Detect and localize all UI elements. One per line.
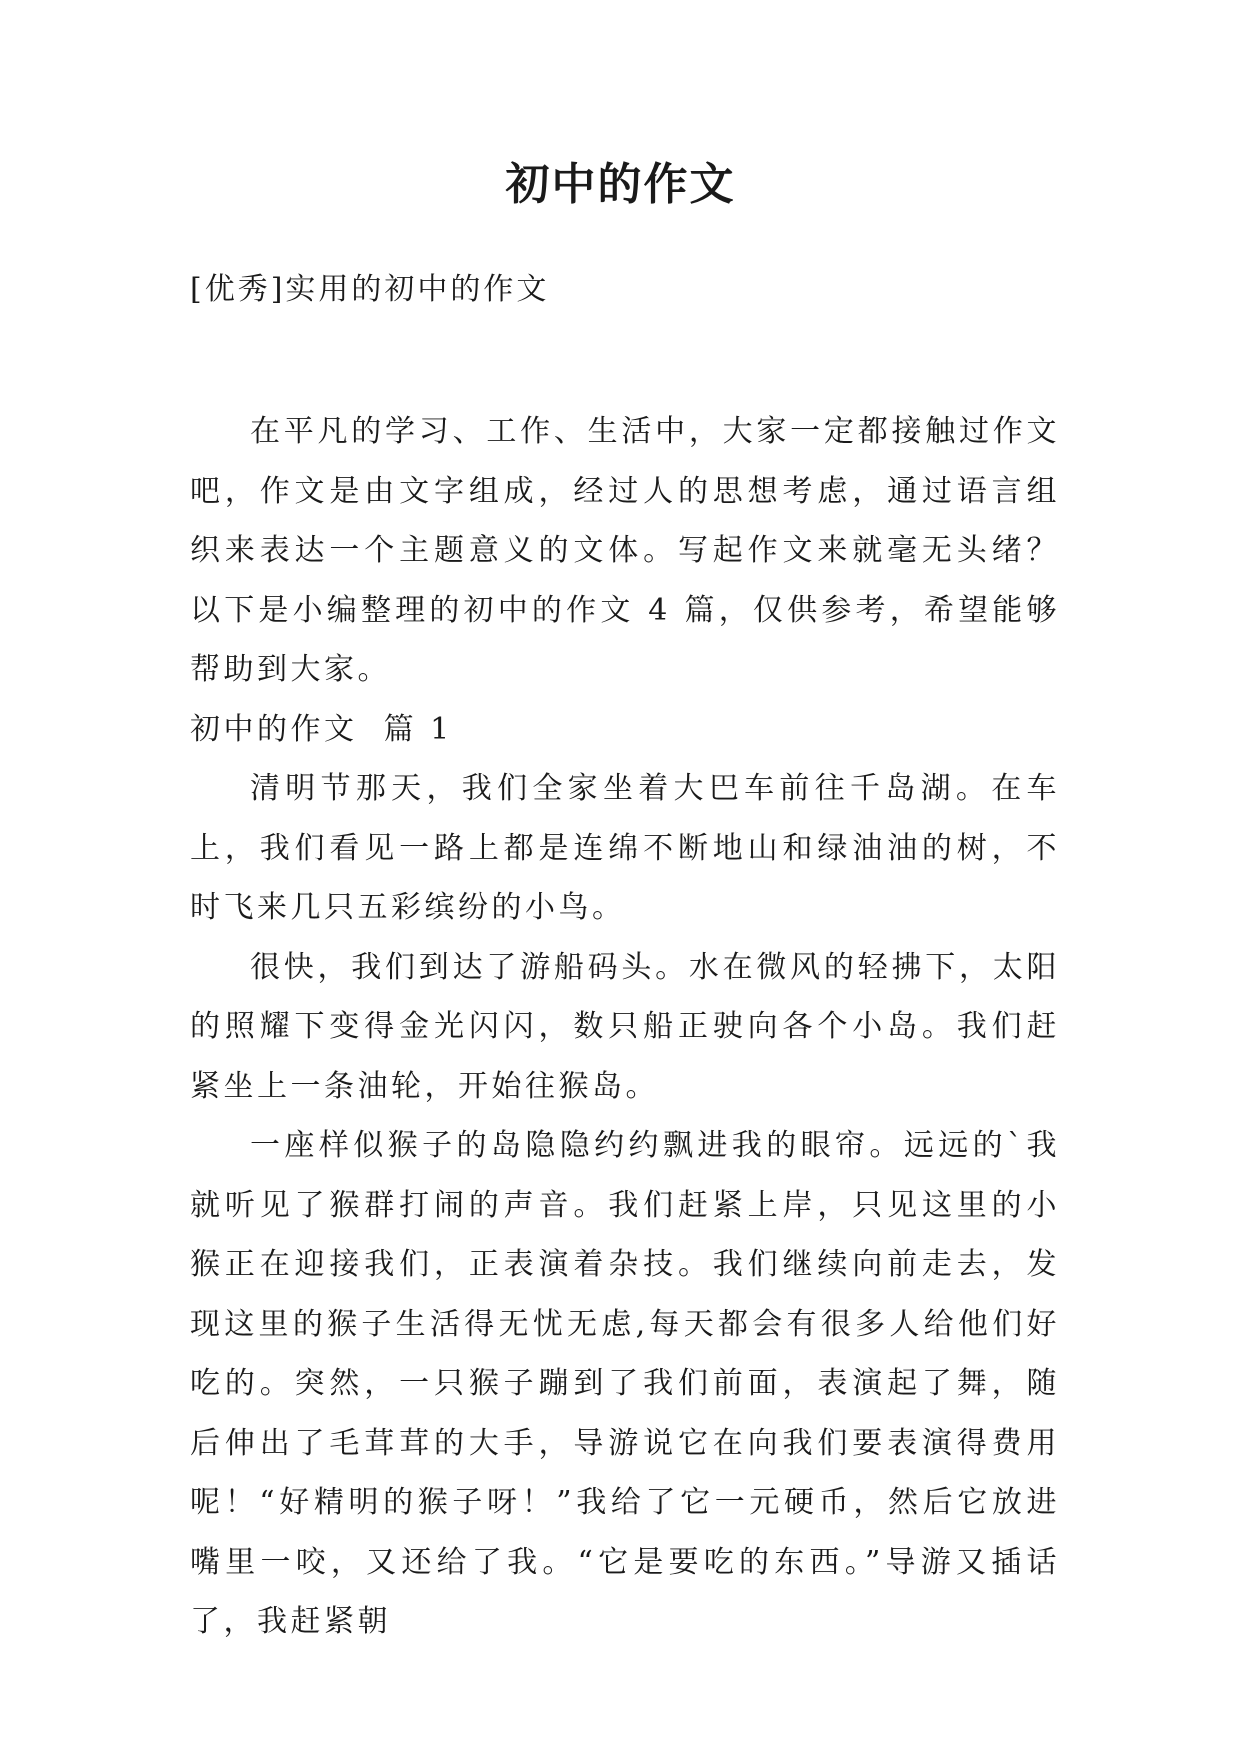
intro-paragraph: 在平凡的学习、工作、生活中，大家一定都接触过作文吧，作文是由文字组成，经过人的思想考虑，通过语言组织来表达一个主题意义的文体。写起作文来就毫无头绪？以下是小编整理的初中的作文 4 篇，仅供参考，希望能够帮助到大家。 bbox=[190, 414, 1060, 687]
section-heading: 初中的作文 篇 1 bbox=[190, 711, 453, 747]
body-paragraph: 一座样似猴子的岛隐隐约约飘进我的眼帘。远远的`我就听见了猴群打闹的声音。我们赶紧上岸，只见这里的小猴正在迎接我们，正表演着杂技。我们继续向前走去，发现这里的猴子生活得无忧无虑,每天都会有很多人给他们好吃的。突然，一只猴子蹦到了我们前面，表演起了舞，随后伸出了毛茸茸的大手，导游说它在向我们要表演得费用呢！“好精明的猴子呀！”我给了它一元硬币，然后它放进嘴里一咬，又还给了我。“它是要吃的东西。”导游又插话了，我赶紧朝 bbox=[190, 1128, 1060, 1639]
body-paragraph: 清明节那天，我们全家坐着大巴车前往千岛湖。在车上，我们看见一路上都是连绵不断地山和绿油油的树，不时飞来几只五彩缤纷的小鸟。 bbox=[190, 771, 1060, 925]
document-title: 初中的作文 bbox=[505, 159, 736, 210]
document-subtitle: [优秀]实用的初中的作文 bbox=[190, 272, 550, 307]
body-paragraph: 很快，我们到达了游船码头。水在微风的轻拂下，太阳的照耀下变得金光闪闪，数只船正驶向各个小岛。我们赶紧坐上一条油轮，开始往猴岛。 bbox=[190, 949, 1060, 1104]
document-body bbox=[190, 402, 1060, 1652]
